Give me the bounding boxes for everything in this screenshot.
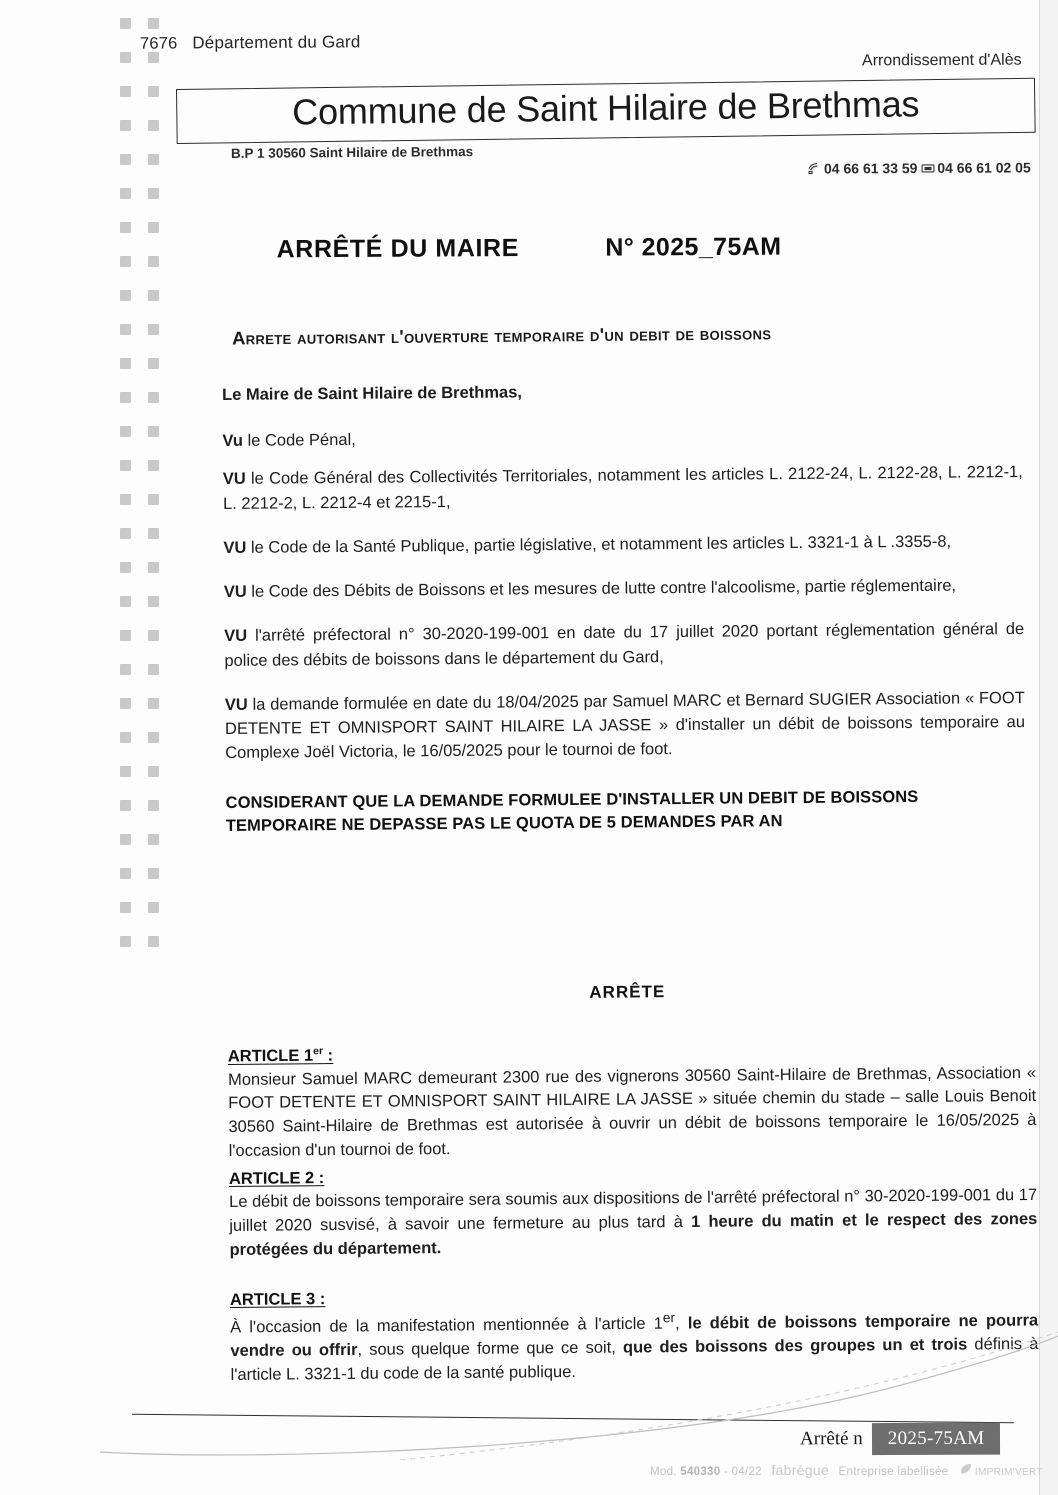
vu-keyword: VU [223,582,247,601]
article-text: définis à l'article L. 3321-1 du code de la santé publique. [230,1335,1039,1385]
perforation-mark [148,494,159,505]
article-heading: ARTICLE 2 : [228,1169,325,1189]
perforation-mark [120,698,131,709]
perforation-mark [120,154,131,165]
vu-keyword: VU [223,538,247,557]
perforation-mark [120,936,131,947]
article-text: Monsieur Samuel MARC demeurant 2300 rue des vignerons 30560 Saint-Hilaire de Brethmas, Association « FOOT DETENTE ET OMNISPORT SAINT HILAIRE LA JASSE » située chemin du stade – salle Louis Benoit 30560 Saint-Hilaire de Brethmas est autorisée à ouvrir un débit de boissons temporaire le 16/05/2025 à l'occasion d'un tournoi de foot. [227,1063,1037,1161]
article-text: À l'occasion de la manifestation mentionnée à l'article 1 [230,1314,663,1337]
perforation-mark [148,766,159,777]
page-edge-line [1039,0,1040,1495]
perforation-mark [148,460,159,471]
printer-label: Entreprise labellisée [838,1466,949,1478]
perforation-mark [148,324,159,335]
vu-keyword: Vu [222,431,244,450]
perforation-mark [120,86,131,97]
perforation-mark [120,630,131,641]
perforation-mark [120,732,131,743]
perforation-mark [148,290,159,301]
perforation-mark [148,936,159,947]
vu-clause-list [222,422,1025,765]
perforation-mark [148,154,159,165]
perforation-mark [120,766,131,777]
perforation-mark [148,120,159,131]
perforation-mark [148,902,159,913]
perforation-mark [148,52,159,63]
article-list [228,1039,1039,1394]
article-heading-ordinal: er [313,1045,324,1058]
perforation-mark [148,426,159,437]
vu-clause: VU l'arrêté préfectoral n° 30-2020-199-001 en date du 17 juillet 2020 portant réglementation général de police des débits de boissons dans le département du Gard, [224,620,1025,670]
perforation-mark [148,18,159,29]
vu-clause: VU le Code de la Santé Publique, partie législative, et notamment les articles L. 3321-1 à L .3355-8, [223,532,952,557]
phone-icon [808,162,822,178]
vu-clause: VU le Code Général des Collectivités Territoriales, notamment les articles L. 2122-24, L. 2122-28, L. 2212-1, L. 2212-2, L. 2212-4 et 2215-1, [222,463,1023,513]
perforation-mark [148,664,159,675]
printer-mod-label: Mod. [650,1466,681,1478]
article-body [230,1305,1039,1388]
department-name: Département du Gard [192,32,361,53]
arrondissement-label: Arrondissement d'Alès [862,51,1023,70]
document-number: N° 2025_75AM [605,232,782,262]
article-heading: ARTICLE 3 : [229,1290,326,1309]
printer-brand: fabrègue [771,1462,830,1478]
perforation-mark [120,222,131,233]
perforation-mark [148,392,159,403]
perforation-mark [148,562,159,573]
perforation-mark [148,528,159,539]
article-text-emphasis: que des boissons des groupes un et trois [622,1335,968,1357]
perforation-mark [120,188,131,199]
perforation-mark [148,800,159,811]
perforation-mark [120,596,131,607]
perforation-mark [120,392,131,403]
perforation-mark [148,596,159,607]
document-title: ARRÊTÉ DU MAIRE [276,234,520,264]
printer-code: 540330 [680,1466,721,1478]
considerant-clause: CONSIDERANT QUE LA DEMANDE FORMULEE D'INSTALLER UN DEBIT DE BOISSONS TEMPORAIRE NE DEPASSE PAS LE QUOTA DE 5 DEMANDES PAR AN [225,787,919,835]
perforation-column-right [148,18,159,970]
perforation-mark [148,86,159,97]
perforation-mark [120,902,131,913]
vu-clause: VU la demande formulée en date du 18/04/2025 par Samuel MARC et Bernard SUGIER Association « FOOT DETENTE ET OMNISPORT SAINT HILAIRE LA JASSE » d'installer un débit de boissons temporaire au Complexe Joël Victoria, le 16/05/2025 pour le tournoi de foot. [224,688,1026,763]
perforation-mark [120,52,131,63]
printer-green-label: IMPRIM'VERT [974,1467,1043,1478]
leaf-icon [960,1463,972,1478]
article-text: , sous quelque forme que ce soit, [357,1338,624,1360]
printer-date: - 04/22 [720,1466,762,1478]
perforation-mark [148,630,159,641]
perforation-mark [120,868,131,879]
footer-reference-label: Arrêté n [799,1428,863,1450]
perforation-mark [120,18,131,29]
perforation-mark [120,834,131,845]
printer-imprint [650,1462,1043,1478]
vu-keyword: VU [222,470,246,489]
article-heading: ARTICLE 1er : [227,1045,334,1066]
footer-reference-badge [800,1423,1001,1456]
perforation-mark [148,868,159,879]
vu-keyword: VU [224,695,248,714]
perforation-mark [120,494,131,505]
mayor-lead: Le Maire de Saint Hilaire de Brethmas, [222,383,523,404]
phone-number: 04 66 61 33 59 [824,160,918,177]
perforation-mark [148,358,159,369]
article-text-emphasis: 1 heure du matin et le respect des zones protégées du département. [229,1210,1038,1259]
perforation-mark [120,460,131,471]
perforation-mark [148,222,159,233]
department-line [140,32,361,53]
arrete-keyword: ARRÊTE [589,982,666,1002]
fax-number: 04 66 61 02 05 [937,159,1032,176]
perforation-mark [120,426,131,437]
page-edge-shadow [1040,0,1058,1495]
commune-title: Commune de Saint Hilaire de Brethmas [291,83,920,133]
perforation-mark [148,188,159,199]
fax-icon [922,161,936,177]
contact-line [808,159,1031,177]
perforation-mark [120,664,131,675]
commune-address: B.P 1 30560 Saint Hilaire de Brethmas [230,144,474,161]
perforation-mark [148,834,159,845]
vu-keyword: VU [224,627,248,646]
article-text: , [675,1314,688,1333]
footer-reference-value: 2025-75AM [871,1423,1000,1455]
article-text: er [662,1310,676,1326]
perforation-mark [120,324,131,335]
perforation-mark [120,562,131,573]
perforation-column-left [120,18,131,970]
vu-clause: Vu le Code Pénal, [222,430,356,450]
commune-title-box [176,78,1036,144]
document-title-row [0,231,1058,266]
perforation-mark [120,120,131,131]
perforation-mark [120,800,131,811]
perforation-mark [148,698,159,709]
article-body [228,1061,1037,1164]
vu-clause: VU le Code des Débits de Boissons et les mesures de lutte contre l'alcoolisme, partie réglementaire, [223,576,957,601]
document-subtitle: Arrete autorisant l'ouverture temporaire d'un debit de boissons [231,322,772,349]
article-text-emphasis: le débit de boissons temporaire ne pourra vendre ou offrir [230,1311,1039,1361]
perforation-mark [120,358,131,369]
article-text: Le débit de boissons temporaire sera soumis aux dispositions de l'arrêté préfectoral n° 30-2020-199-001 du 17 juillet 2020 susvisé, à savoir une fermeture au plus tard à [229,1186,1038,1236]
document-body [222,379,1039,1385]
perforation-mark [120,528,131,539]
perforation-mark [120,290,131,301]
perforation-mark [148,732,159,743]
department-number: 7676 [139,34,178,53]
article-body [229,1184,1038,1263]
